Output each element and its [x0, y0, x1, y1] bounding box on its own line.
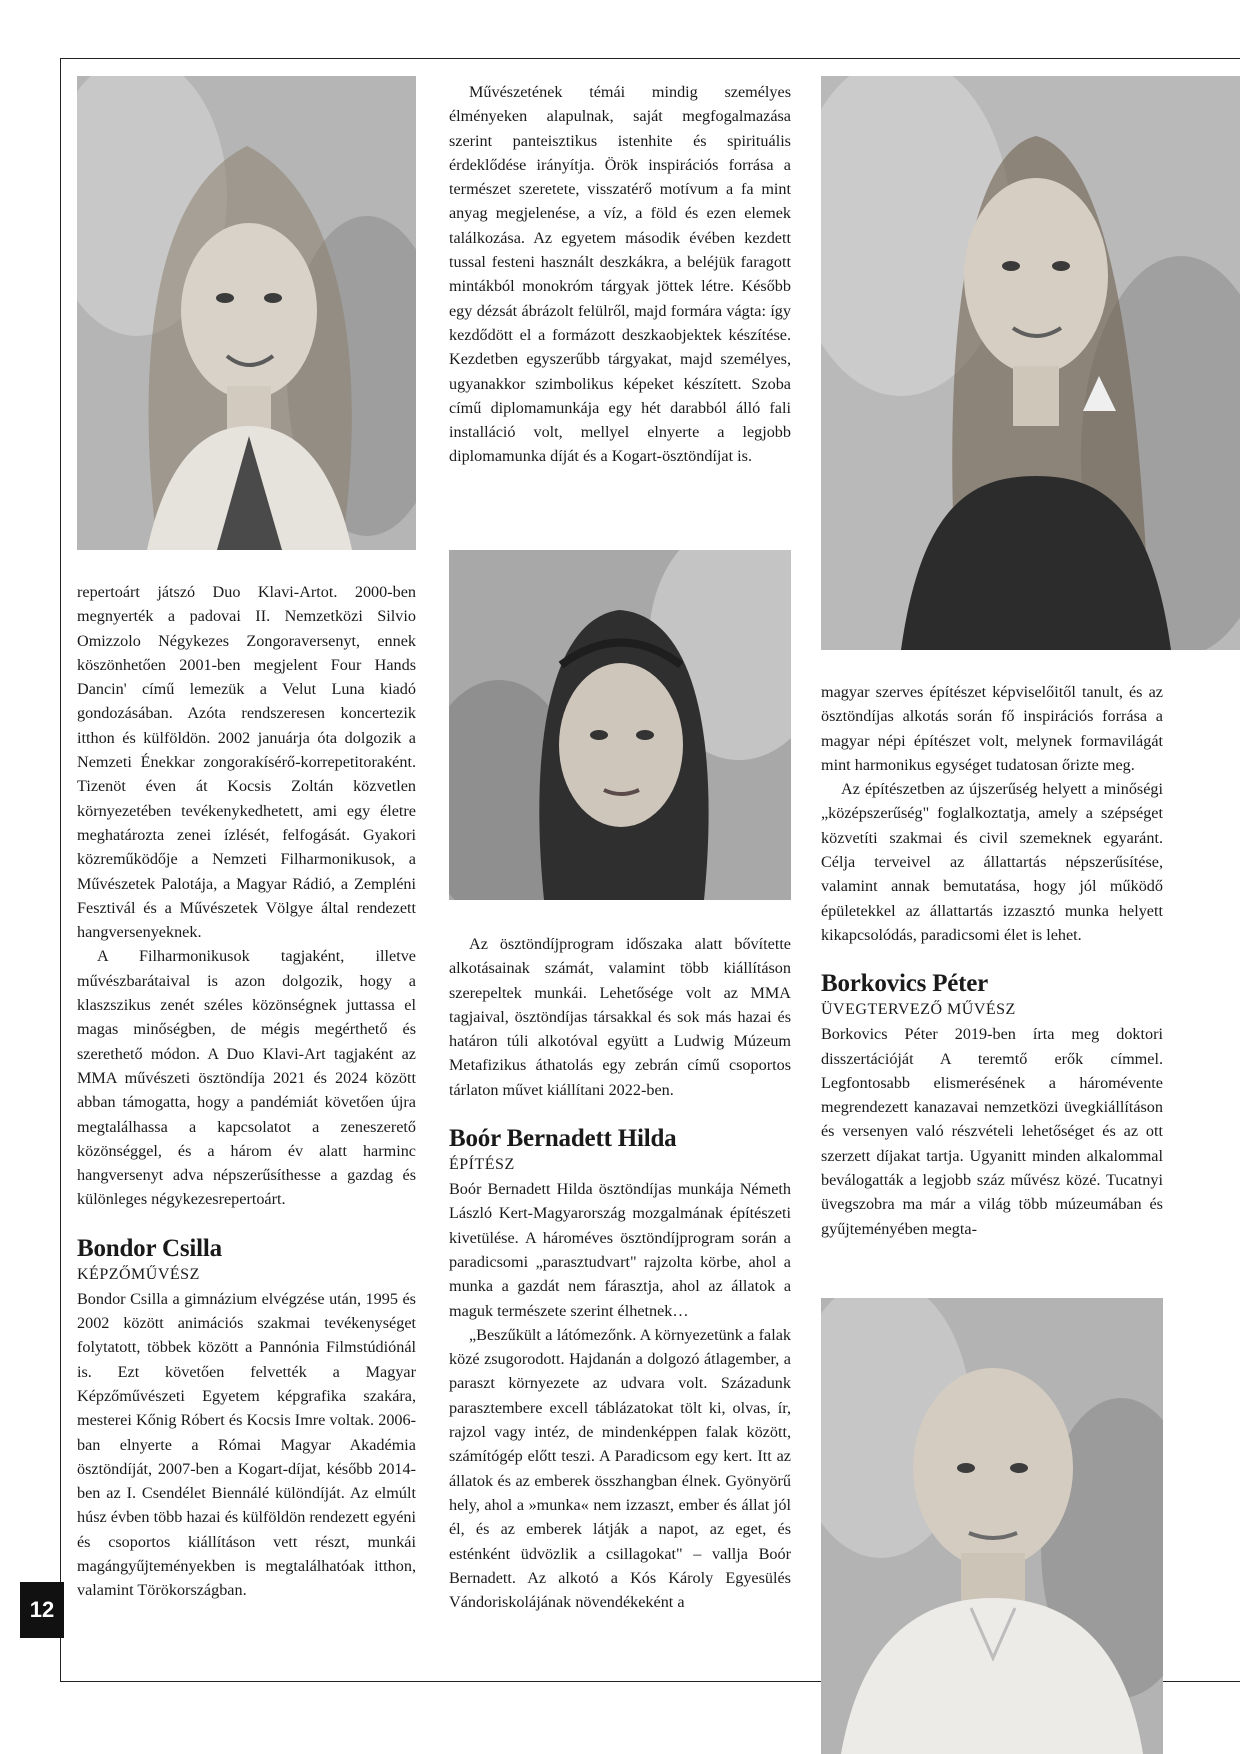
portrait-photo-4 [821, 1298, 1163, 1754]
artist-name-boor: Boór Bernadett Hilda [449, 1125, 677, 1153]
column-2-lower [449, 932, 791, 1614]
artist-name-bondor: Bondor Csilla [77, 1234, 222, 1262]
column-1-lower [77, 580, 416, 1603]
column-2-top [449, 80, 791, 469]
paragraph: magyar szerves építészet képviselőitől tanult, és az ösztöndíjas alkotás során fő inspirációs forrása a magyar népi építészet volt, melynek formavilágát mint harmonikus egységet tudatosan őrizte meg. [821, 683, 1163, 774]
paragraph: A Filharmonikusok tagjaként, illetve művészbarátaival is azon dolgozik, hogy a klaszszikus zenét széles közönségnek juttassa el magas minőségben, de mégis megérthető és szerethető módon. A Duo Klavi-Art tagjaként az MMA művészeti ösztöndíja 2021 és 2024 között abban támogatta, hogy a pandémiát követően újra megtalálhassa a kapcsolatot a zeneszerető közönséggel, és a három év alatt harminc hangversenyt adva népszerűsíthesse a gazdag és különleges négykezesrepertoárt. [77, 947, 416, 1209]
artist-bio: Bondor Csilla a gimnázium elvégzése után, 1995 és 2002 között animációs szakmai tevékenységet folytatott, többek között a Pannónia Filmstúdiónál is. Ezt követően felvették a Magyar Képzőművészeti Egyetem képgrafika szakára, mesterei Kőnig Róbert és Kocsis Imre voltak. 2006-ban elnyerte a Római Magyar Akadémia ösztöndíját, 2007-ben a Kogart-díjat, később 2014-ben az I. Csendélet Biennálé különdíját. Az elmúlt húsz évben több hazai és külföldön rendezett egyéni és csoportos kiállításon vett részt, munkái magángyűjteményekben is megtalálhatóak itthon, valamint Törökországban. [77, 1289, 416, 1600]
paragraph: Az építészetben az újszerűség helyett a minőségi „középszerűség" foglalkoztatja, amely a szépséget közvetíti szakmai és civil szemeknek egyaránt. Célja terveivel az állattartás népszerűsítése, valamint annak bemutatása, hogy jól működő épületekkel az állattartás izzasztó munka helyett kikapcsolódás, paradicsomi élet is lehet. [821, 780, 1163, 944]
artist-bio: Borkovics Péter 2019-ben írta meg doktori disszertációját A teremtő erők címmel. Legfontosabb elismerésének a háromévente megrendezett kanazavai nemzetközi üvegkiállításon és versenyen való részvételi lehetőséget és az ott szerzett díjakat tartja. Ugyanitt minden alkalommal beválogatták a legjobb száz művész közé. Tucatnyi üvegszobra ma már a világ több múzeumában és gyűjteményében megta- [821, 1025, 1163, 1238]
paragraph: Az ösztöndíjprogram időszaka alatt bővítette alkotásainak számát, valamint több kiállításon szerepeltek munkái. Lehetősége volt az MMA tagjaival, ösztöndíjas társakkal és sok más hazai és határon túli alkotóval együtt a Ludwig Múzeum Metafizikus áthatolás egy zebrán című csoportos tárlaton művet kiállítani 2022-ben. [449, 935, 791, 1099]
artist-role: ÉPÍTÉSZ [449, 1156, 515, 1174]
artist-name-borkovics: Borkovics Péter [821, 970, 989, 998]
artist-quote: „Beszűkült a látómezőnk. A környezetünk a falak közé zsugorodott. Hajdanán a dolgozó átlagember, a paraszt környezete az udvara volt. Századunk parasztembere excell táblázatokat tölt ki, olvas, ír, rajzol vagy intéz, de mindenképpen falak között, számítógép előtt teszi. A Paradicsom egy kert. Itt az állatok és az emberek összhangban élnek. Gyönyörű hely, ahol a »munka« nem izzaszt, ember és állat jól él, és az emberek látják a napot, az eget, és esténként üdvözlik a csillagokat" – vallja Boór Bernadett. Az alkotó a Kós Károly Egyesülés Vándoriskolájának növendékeként a [449, 1325, 791, 1612]
portrait-photo-1 [77, 76, 416, 550]
page-number: 12 [20, 1582, 64, 1638]
artist-role: KÉPZŐMŰVÉSZ [77, 1265, 200, 1283]
paragraph: Művészetének témái mindig személyes élményeken alapulnak, saját megfogalmazása szerint panteisztikus istenhite és spirituális érdeklődése irányítja. Örök inspirációs forrása a természet szeretete, visszatérő motívum a fa mint anyag megjelenése, a víz, a föld és ezen elemek találkozása. Az egyetem második évében kezdett tussal festeni használt deszkákra, a beléjük faragott mintákból monokróm tárgyak jöttek létre. Később egy dézsát ábrázolt felülről, majd formára vágta: így kezdődött el a formázott deszkaobjektek készítése. Kezdetben egyszerűbb tárgyakat, majd személyes, ugyanakkor szimbolikus képeket készített. Szoba című diplomamunkája egy hét darabból álló fali installáció volt, mellyel elnyerte a legjobb diplomamunka díját és a Kogart-ösztöndíjat is. [449, 83, 791, 466]
portrait-photo-2 [449, 550, 791, 900]
portrait-photo-3 [821, 76, 1240, 650]
artist-bio: Boór Bernadett Hilda ösztöndíjas munkája Németh László Kert-Magyarország mozgalmának építészeti kivetülése. A hároméves ösztöndíjprogram során a paradicsomi „parasztudvart" rajzolta körbe, ahol a munka a gazdát nem fárasztja, ahol az állatok a maguk természete szerint élhetnek… [449, 1180, 791, 1320]
column-3-middle [821, 680, 1163, 1241]
paragraph: repertoárt játszó Duo Klavi-Artot. 2000-ben megnyerték a padovai II. Nemzetközi Silvio Omizzolo Négykezes Zongoraversenyt, ennek köszönhetően 2001-ben megjelent Four Hands Dancin' című lemezük a Velut Luna kiadó gondozásában. Azóta rendszeresen koncertezik itthon és külföldön. 2002 januárja óta dolgozik a Nemzeti Énekkar zongorakísérő-korrepetitoraként. Tizenöt éven át Kocsis Zoltán közvetlen környezetében tevékenykedhetett, ami egy életre meghatározta zenei ízlését, felfogását. Gyakori közreműködője a Nemzeti Filharmonikusok, a Művészetek Palotája, a Magyar Rádió, a Zempléni Fesztivál és a Művészetek Völgye által rendezett hangversenyeknek. [77, 583, 416, 942]
artist-role: ÜVEGTERVEZŐ MŰVÉSZ [821, 1001, 1016, 1019]
